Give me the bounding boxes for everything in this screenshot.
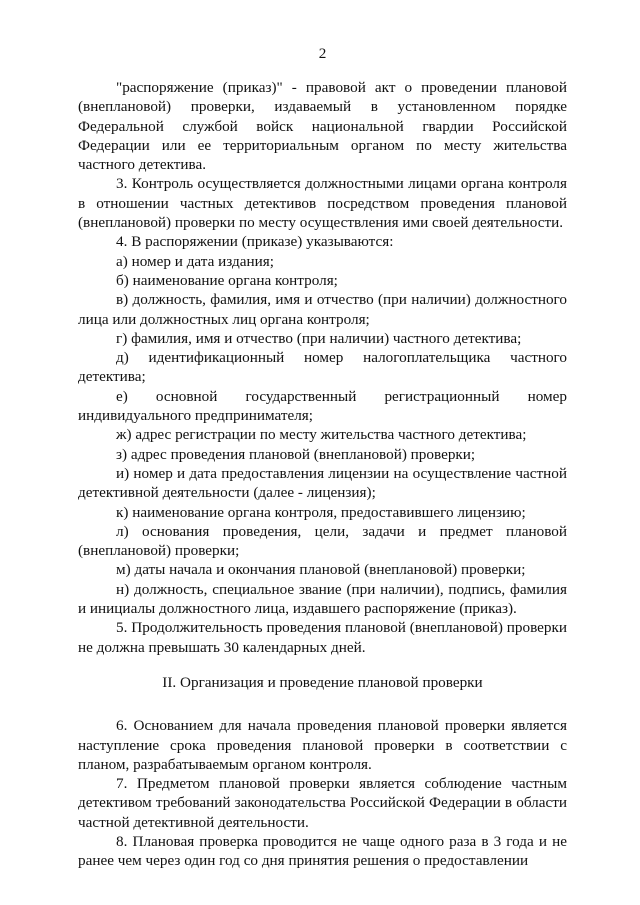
- list-item: д) идентификационный номер налогоплательщика частного детектива;: [78, 349, 567, 386]
- list-item: к) наименование органа контроля, предоставившего лицензию;: [116, 503, 526, 521]
- list-item: а) номер и дата издания;: [116, 252, 274, 270]
- paragraphs-top: [78, 78, 567, 657]
- paragraph: 8. Плановая проверка проводится не чаще одного раза в 3 года и не ранее чем через один год со дня принятия решения о предоставлении: [78, 832, 567, 870]
- section-heading: II. Организация и проведение плановой проверки: [162, 673, 483, 691]
- list-item: л) основания проведения, цели, задачи и предмет плановой (внеплановой) проверки;: [78, 522, 567, 560]
- paragraph: "распоряжение (приказ)" - правовой акт о проведении плановой (внеплановой) проверки, издаваемый в установленном порядке Федеральной службой войск национальной гвардии Российской Федерации или ее территориальным органом по месту жительства частного детектива.: [78, 79, 567, 174]
- list-item: в) должность, фамилия, имя и отчество (при наличии) должностного лица или должностных лиц органа контроля;: [78, 291, 567, 328]
- list-item: м) даты начала и окончания плановой (внеплановой) проверки;: [116, 561, 526, 579]
- paragraph: 6. Основанием для начала проведения плановой проверки является наступление срока проведения плановой проверки в соответствии с планом, разрабатываемым органом контроля.: [78, 717, 567, 773]
- list-item: б) наименование органа контроля;: [116, 271, 338, 289]
- paragraph: 4. В распоряжении (приказе) указываются:: [116, 233, 394, 251]
- list-item: з) адрес проведения плановой (внеплановой) проверки;: [116, 445, 476, 463]
- list-item: н) должность, специальное звание (при наличии), подпись, фамилия и инициалы должностного лица, издавшего распоряжение (приказ).: [78, 580, 567, 618]
- paragraphs-bottom: [78, 716, 567, 870]
- paragraph: 3. Контроль осуществляется должностными лицами органа контроля в отношении частных детективов посредством проведения плановой (внеплановой) проверки по месту осуществления ими своей деятельности.: [78, 175, 567, 232]
- paragraph: 7. Предметом плановой проверки является соблюдение частным детективом требований законодательства Российской Федерации в области частной детективной деятельности.: [78, 775, 567, 831]
- page-number: 2: [318, 45, 327, 62]
- paragraph: 5. Продолжительность проведения плановой (внеплановой) проверки не должна превышать 30 календарных дней.: [78, 619, 567, 656]
- list-item: и) номер и дата предоставления лицензии на осуществление частной детективной деятельности (далее - лицензия);: [78, 464, 567, 502]
- list-item: е) основной государственный регистрационный номер индивидуального предпринимателя;: [78, 387, 567, 425]
- list-item: г) фамилия, имя и отчество (при наличии) частного детектива;: [116, 329, 522, 347]
- list-item: ж) адрес регистрации по месту жительства частного детектива;: [116, 426, 527, 444]
